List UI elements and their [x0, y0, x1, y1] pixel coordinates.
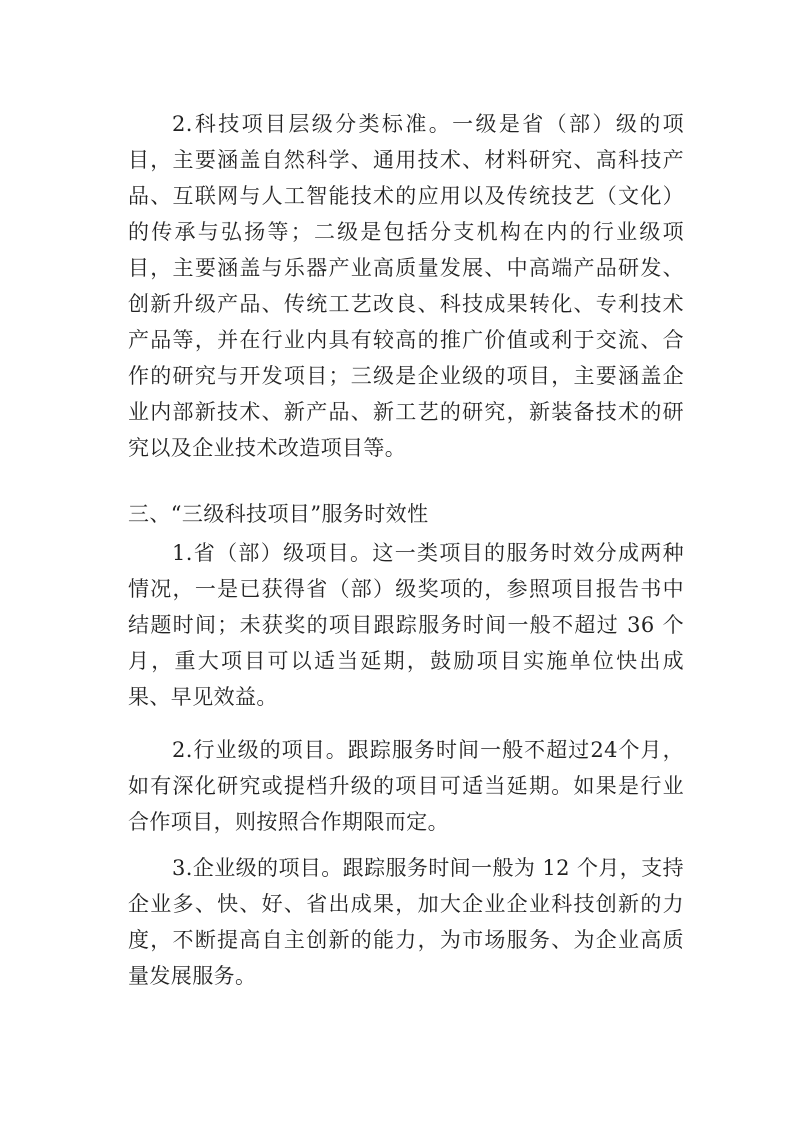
paragraph-provincial-level: 1.省（部）级项目。这一类项目的服务时效分成两种情况，一是已获得省（部）级奖项的，参照项目报告书中结题时间；未获奖的项目跟踪服务时间一般不超过 36 个月，重大项目可以适当延期，鼓励项目实施单位快出成果、早见效益。: [128, 541, 684, 709]
paragraph-industry-level: 2.行业级的项目。跟踪服务时间一般不超过24个月，如有深化研究或提档升级的项目可适当延期。如果是行业合作项目，则按照合作期限而定。: [128, 738, 684, 834]
section-heading-service-timeliness: 三、“三级科技项目”服务时效性: [128, 502, 429, 526]
paragraph-enterprise-level: 3.企业级的项目。跟踪服务时间一般为 12 个月，支持企业多、快、好、省出成果，加大企业企业科技创新的力度，不断提高自主创新的能力，为市场服务、为企业高质量发展服务。: [128, 856, 684, 988]
paragraph-classification-standard: 2.科技项目层级分类标准。一级是省（部）级的项目，主要涵盖自然科学、通用技术、材料研究、高科技产品、互联网与人工智能技术的应用以及传统技艺（文化）的传承与弘扬等；二级是包括分支机构在内的行业级项目，主要涵盖与乐器产业高质量发展、中高端产品研发、创新升级产品、传统工艺改良、科技成果转化、专利技术产品等，并在行业内具有较高的推广价值或利于交流、合作的研究与开发项目；三级是企业级的项目，主要涵盖企业内部新技术、新产品、新工艺的研究，新装备技术的研究以及企业技术改造项目等。: [128, 112, 684, 460]
